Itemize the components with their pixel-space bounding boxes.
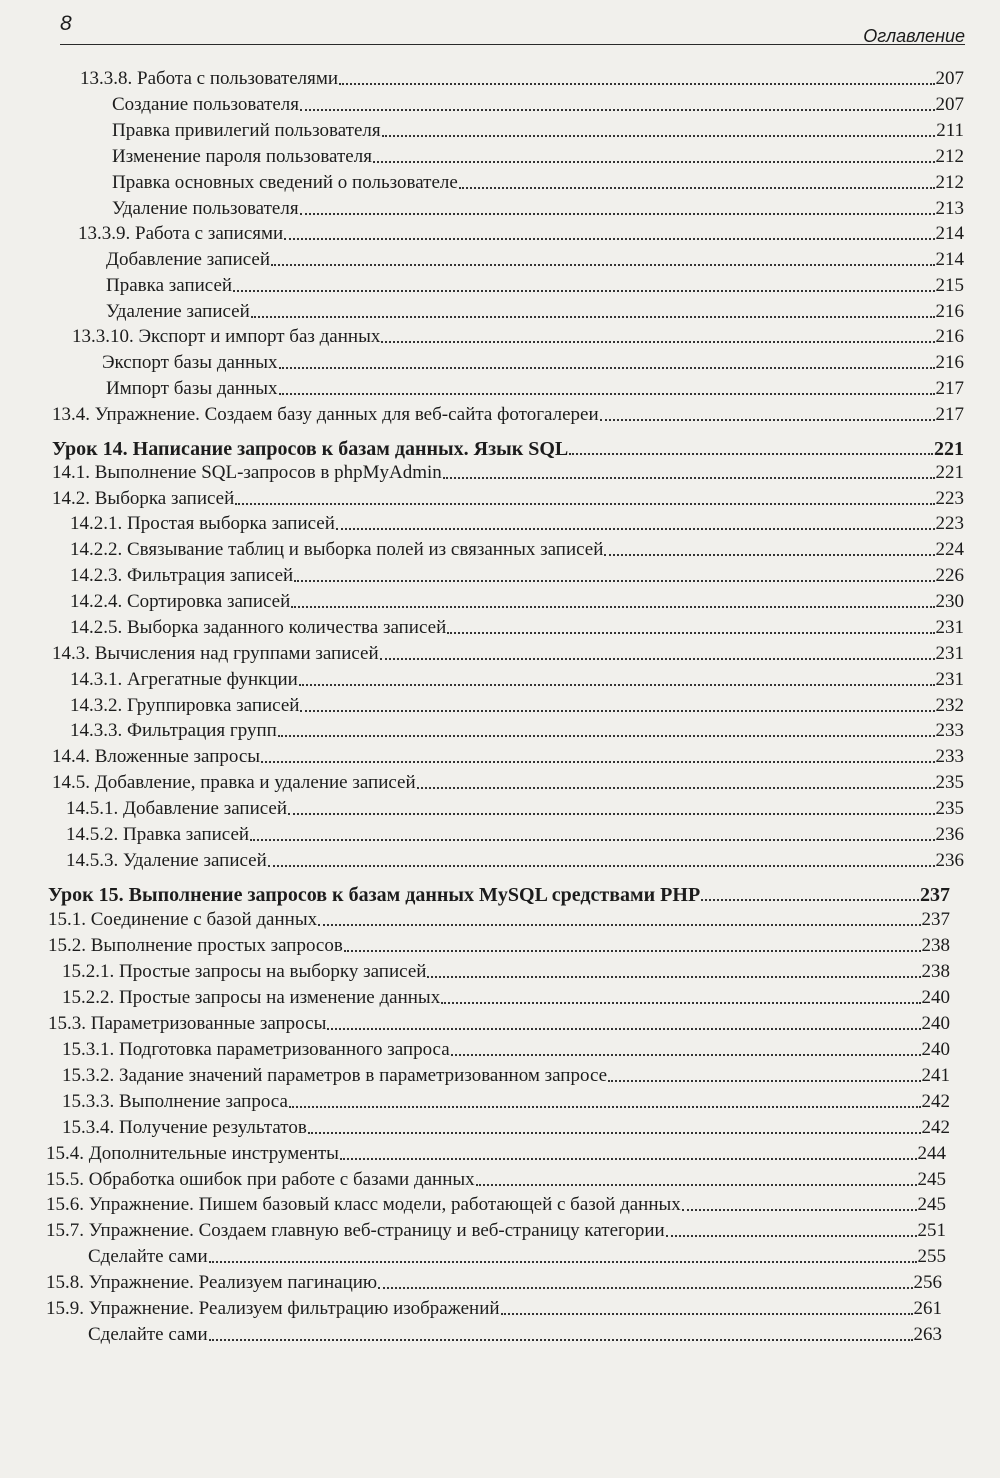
toc-entry [72,322,964,348]
toc-entry-title: Сделайте сами [88,1246,208,1267]
toc-entry-title: Изменение пароля пользователя [112,146,372,167]
toc-entry-title: 15.5. Обработка ошибок при работе с базами данных [46,1169,475,1190]
dot-leader [271,264,934,266]
dot-leader [279,393,935,395]
toc-entry [52,742,964,768]
toc-entry-title: Удаление пользователя [112,198,299,219]
toc-entry-page: 216 [935,326,964,347]
toc-entry-page: 211 [936,120,964,141]
dot-leader [268,865,935,867]
toc-entry [112,90,964,116]
toc-entry-page: 221 [935,462,964,483]
dot-leader [443,477,935,479]
dot-leader [289,1106,921,1108]
toc-entry-page: 244 [917,1143,946,1164]
toc-entry-title: Экспорт базы данных [102,352,278,373]
toc-entry-title: 14.2.3. Фильтрация записей [70,565,294,586]
toc-entry-title: 13.3.10. Экспорт и импорт баз данных [72,326,381,347]
toc-entry [62,983,950,1009]
toc-entry-title: 15.2. Выполнение простых запросов [48,935,343,956]
toc-entry [102,348,964,374]
dot-leader [600,419,935,421]
toc-entry [46,1268,942,1294]
toc-entry-page: 207 [935,68,964,89]
dot-leader [447,632,934,634]
toc-entry-title: 15.1. Соединение с базой данных [48,909,318,930]
toc-entry-title: 13.3.9. Работа с записями [78,223,284,244]
toc-entry [112,194,964,220]
toc-entry-title: 15.3.3. Выполнение запроса [62,1091,288,1112]
dot-leader [336,528,935,530]
page-header [60,4,965,45]
dot-leader [604,554,934,556]
toc-entry-page: 238 [921,935,950,956]
dot-leader [380,658,935,660]
dot-leader [682,1209,917,1211]
toc-entry-page: 215 [935,275,964,296]
toc-entry-title: 14.5.2. Правка записей [66,824,250,845]
toc-entry-title: Правка основных сведений о пользователе [112,172,458,193]
toc-entry-page: 221 [934,438,964,460]
toc-entry [70,587,964,613]
toc-entry [66,820,964,846]
toc-entry-page: 245 [917,1169,946,1190]
toc-entry-page: 263 [913,1324,942,1345]
dot-leader [501,1313,913,1315]
toc-entry [70,561,964,587]
dot-leader [451,1054,921,1056]
toc-entry-title: 14.4. Вложенные запросы [52,746,261,767]
toc-entry [46,1190,946,1216]
toc-entry [112,116,964,142]
toc-entry-page: 251 [917,1220,946,1241]
dot-leader [381,341,934,343]
toc-entry-title: Удаление записей [106,301,250,322]
toc-entry [52,484,964,510]
toc-entry-title: 14.5. Добавление, правка и удаление записей [52,772,416,793]
toc-entry-page: 240 [921,987,950,1008]
toc-entry-page: 242 [921,1091,950,1112]
toc-entry [52,768,964,794]
dot-leader [235,503,934,505]
dot-leader [299,684,935,686]
dot-leader [209,1261,917,1263]
toc-entry-title: 15.3.1. Подготовка параметризованного запроса [62,1039,450,1060]
toc-entry [112,168,964,194]
toc-entry [48,905,950,931]
toc-entry [62,1061,950,1087]
toc-entry-title: 14.3. Вычисления над группами записей [52,643,379,664]
toc-entry-title: 14.3.3. Фильтрация групп [70,720,277,741]
toc-chapter [52,434,964,460]
toc-chapter [48,880,950,906]
toc-entry-page: 241 [921,1065,950,1086]
dot-leader [339,83,934,85]
toc-entry-page: 217 [935,378,964,399]
toc-entry [70,509,964,535]
toc-entry [106,374,964,400]
dot-leader [233,290,934,292]
toc-entry-page: 216 [935,352,964,373]
toc-entry-title: 15.2.1. Простые запросы на выборку записей [62,961,427,982]
dot-leader [427,976,920,978]
toc-entry-page: 236 [935,850,964,871]
toc-entry-page: 223 [935,513,964,534]
toc-entry [62,1087,950,1113]
dot-leader [284,238,934,240]
toc-entry-page: 261 [913,1298,942,1319]
toc-entry-page: 224 [935,539,964,560]
toc-entry [52,400,964,426]
toc-entry-title: Урок 14. Написание запросов к базам данных. Язык SQL [52,438,569,460]
toc-entry-page: 237 [921,909,950,930]
toc-entry-title: Создание пользователя [112,94,300,115]
toc-entry-page: 216 [935,301,964,322]
toc-entry-title: 14.2. Выборка записей [52,488,235,509]
toc-entry-page: 212 [935,172,964,193]
dot-leader [441,1002,920,1004]
dot-leader [251,316,935,318]
toc-entry-page: 237 [920,884,950,906]
toc-entry-page: 256 [913,1272,942,1293]
dot-leader [382,135,936,137]
toc-entry-title: 15.4. Дополнительные инструменты [46,1143,339,1164]
toc-entry-page: 238 [921,961,950,982]
dot-leader [291,606,934,608]
toc-entry [80,64,964,90]
dot-leader [344,950,921,952]
dot-leader [308,1132,921,1134]
toc-entry-page: 223 [935,488,964,509]
toc-entry-title: 15.7. Упражнение. Создаем главную веб-страницу и веб-страницу категории [46,1220,665,1241]
toc-entry [66,846,964,872]
toc-entry [70,665,964,691]
running-title: Оглавление [863,26,965,46]
toc-entry [70,535,964,561]
toc-entry-title: Импорт базы данных [106,378,278,399]
dot-leader [373,161,935,163]
dot-leader [261,761,934,763]
dot-leader [300,213,935,215]
toc-entry-title: 13.4. Упражнение. Создаем базу данных для веб-сайта фотогалереи [52,404,599,425]
toc-entry-page: 212 [935,146,964,167]
toc-entry [52,458,964,484]
toc-entry-title: 15.8. Упражнение. Реализуем пагинацию [46,1272,378,1293]
toc-entry [70,613,964,639]
toc-entry-page: 232 [935,695,964,716]
toc-entry-title: Правка привилегий пользователя [112,120,381,141]
toc-entry [46,1216,946,1242]
toc-entry-page: 226 [935,565,964,586]
toc-entry-page: 214 [935,223,964,244]
toc-entry-page: 213 [935,198,964,219]
toc-entry [112,142,964,168]
toc-entry-title: Правка записей [106,275,233,296]
toc-entry-title: 14.3.2. Группировка записей [70,695,300,716]
dot-leader [279,367,935,369]
toc-entry-title: 15.6. Упражнение. Пишем базовый класс модели, работающей с базой данных [46,1194,681,1215]
toc-entry-title: 14.2.1. Простая выборка записей [70,513,335,534]
toc-entry-title: 14.5.1. Добавление записей [66,798,288,819]
toc-entry-page: 230 [935,591,964,612]
toc-entry [48,1009,950,1035]
toc-entry-page: 231 [935,669,964,690]
toc-entry-page: 240 [921,1013,950,1034]
toc-entry-title: 15.3. Параметризованные запросы [48,1013,327,1034]
toc-entry-page: 236 [935,824,964,845]
toc-entry-title: Сделайте сами [88,1324,208,1345]
dot-leader [209,1339,913,1341]
toc-entry [46,1165,946,1191]
dot-leader [318,924,920,926]
dot-leader [476,1184,917,1186]
toc-entry [66,794,964,820]
toc-entry-title: 15.2.2. Простые запросы на изменение данных [62,987,441,1008]
toc-entry-title: Добавление записей [106,249,271,270]
toc-entry-title: 15.3.4. Получение результатов [62,1117,307,1138]
toc-entry [46,1139,946,1165]
toc-entry-title: 14.2.5. Выборка заданного количества записей [70,617,447,638]
toc-entry [106,245,964,271]
toc-entry [70,716,964,742]
dot-leader [340,1158,917,1160]
toc-entry [62,1035,950,1061]
dot-leader [378,1287,912,1289]
dot-leader [417,787,935,789]
dot-leader [300,109,934,111]
toc-entry [106,271,964,297]
toc-entry-title: 13.3.8. Работа с пользователями [80,68,339,89]
toc-entry [48,931,950,957]
dot-leader [569,453,933,455]
toc-entry-title: 15.9. Упражнение. Реализуем фильтрацию изображений [46,1298,500,1319]
toc-entry-title: 14.2.2. Связывание таблиц и выборка полей из связанных записей [70,539,604,560]
toc-entry-title: 14.3.1. Агрегатные функции [70,669,298,690]
page-number: 8 [60,12,72,35]
toc-entry-page: 235 [935,798,964,819]
toc-entry-page: 233 [935,720,964,741]
toc-entry [70,691,964,717]
dot-leader [327,1028,920,1030]
toc-entry [62,957,950,983]
dot-leader [666,1235,917,1237]
toc-entry-page: 235 [935,772,964,793]
toc-entry-page: 255 [917,1246,946,1267]
toc-entry-title: Урок 15. Выполнение запросов к базам данных MySQL средствами PHP [48,884,701,906]
toc-entry-title: 14.5.3. Удаление записей [66,850,267,871]
toc-entry-page: 207 [935,94,964,115]
toc-entry [88,1320,942,1346]
toc-entry-page: 214 [935,249,964,270]
toc-entry-page: 242 [921,1117,950,1138]
toc-entry [106,297,964,323]
toc-entry-title: 15.3.2. Задание значений параметров в параметризованном запросе [62,1065,608,1086]
toc-entry [88,1242,946,1268]
dot-leader [294,580,934,582]
toc-entry-title: 14.1. Выполнение SQL-запросов в phpMyAdmin [52,462,442,483]
toc-entry-page: 217 [935,404,964,425]
dot-leader [288,813,934,815]
toc-entry-page: 245 [917,1194,946,1215]
dot-leader [278,735,935,737]
dot-leader [300,710,934,712]
dot-leader [608,1080,920,1082]
toc-entry-page: 233 [935,746,964,767]
dot-leader [459,187,935,189]
toc-entry [52,639,964,665]
dot-leader [250,839,934,841]
dot-leader [701,899,919,901]
toc-entry-page: 231 [935,643,964,664]
toc-entry [78,219,964,245]
toc-entry [62,1113,950,1139]
toc-entry-page: 231 [935,617,964,638]
toc-entry-title: 14.2.4. Сортировка записей [70,591,291,612]
toc-entry-page: 240 [921,1039,950,1060]
toc-entry [46,1294,942,1320]
